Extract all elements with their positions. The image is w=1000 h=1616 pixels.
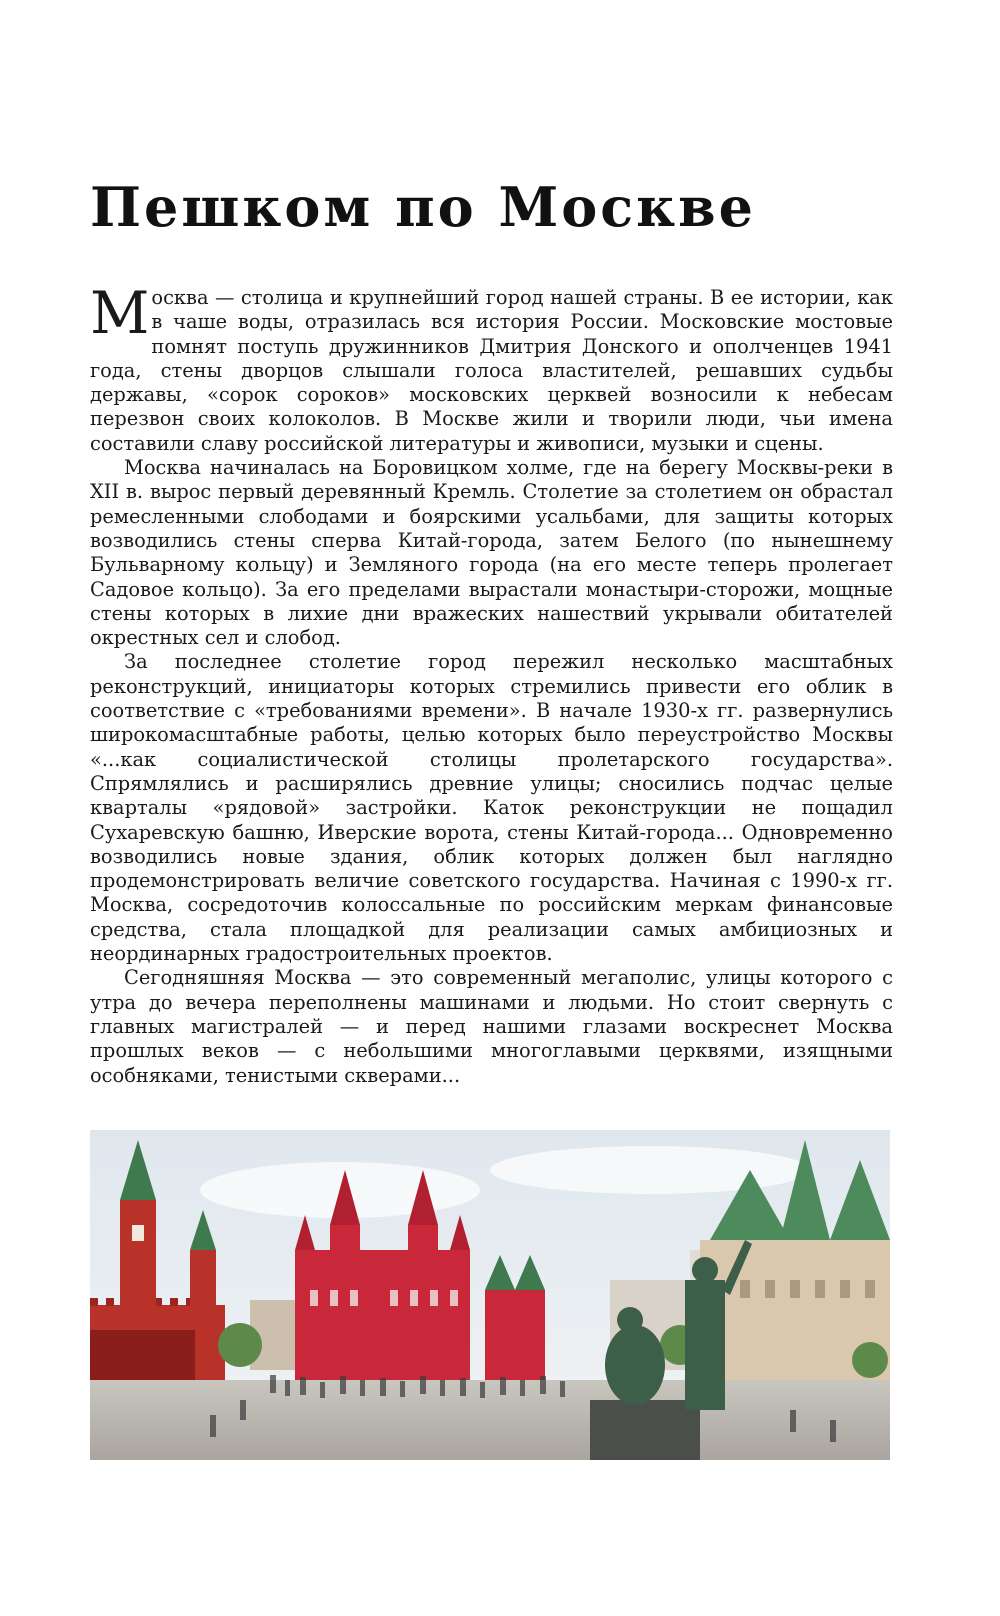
paragraph-1-text: осква — столица и крупнейший город нашей страны. В ее истории, как в чаше воды, отразилась вся история России. Московские мостовые помнят поступь дружинников Дмитрия Донского и ополченцев 1941 года, стены дворцов слышали голоса властителей, решавших судьбы державы, «сорок сороков» московских церквей возносили к небесам перезвон своих колоколов. В Москве жили и творили люди, чьи имена составили славу российской литературы и живописи, музыки и сцены. xyxy=(90,286,893,455)
red-square-photo xyxy=(90,1130,890,1460)
page-title: Пешком по Москве xyxy=(90,175,756,239)
paragraph-4: Сегодняшняя Москва — это современный мегаполис, улицы которого с утра до вечера переполнены машинами и людьми. Но стоит свернуть с главных магистралей — и перед нашими глазами воскреснет Москва прошлых веков — с небольшими многоглавыми церквями, изящными особняками, тенистыми скверами... xyxy=(90,966,893,1087)
paragraph-1 xyxy=(90,279,893,456)
drop-cap: М xyxy=(90,279,150,347)
mausoleum xyxy=(90,1330,195,1385)
paragraph-2: Москва начиналась на Боровицком холме, где на берегу Москвы-реки в XII в. вырос первый деревянный Кремль. Столетие за столетием он обрастал ремесленными слободами и боярскими усальбами, для защиты которых возводились стены сперва Китай-города, затем Белого (по нынешнему Бульварному кольцу) и Земляного города (на его месте теперь пролегает Садовое кольцо). За его пределами вырастали монастыри-сторожи, мощные стены которых в лихие дни вражеских нашествий укрывали обитателей окрестных сел и слобод. xyxy=(90,456,893,650)
article-body xyxy=(90,279,893,1088)
paragraph-3: За последнее столетие город пережил несколько масштабных реконструкций, инициаторы которых стремились привести его облик в соответствие с «требованиями времени». В начале 1930-х гг. развернулись широкомасштабные работы, целью которых было переустройство Москвы «...как социалистической столицы пролетарского государства». Спрямлялись и расширялись древние улицы; сносились подчас целые кварталы «рядовой» застройки. Каток реконструкции не пощадил Сухаревскую башню, Иверские ворота, стены Китай-города... Одновременно возводились новые здания, облик которых должен был наглядно продемонстрировать величие советского государства. Начиная с 1990-х гг. Москва, сосредоточив колоссальные по российским меркам финансовые средства, стала площадкой для реализации самых амбициозных и неординарных градостроительных проектов. xyxy=(90,650,893,966)
